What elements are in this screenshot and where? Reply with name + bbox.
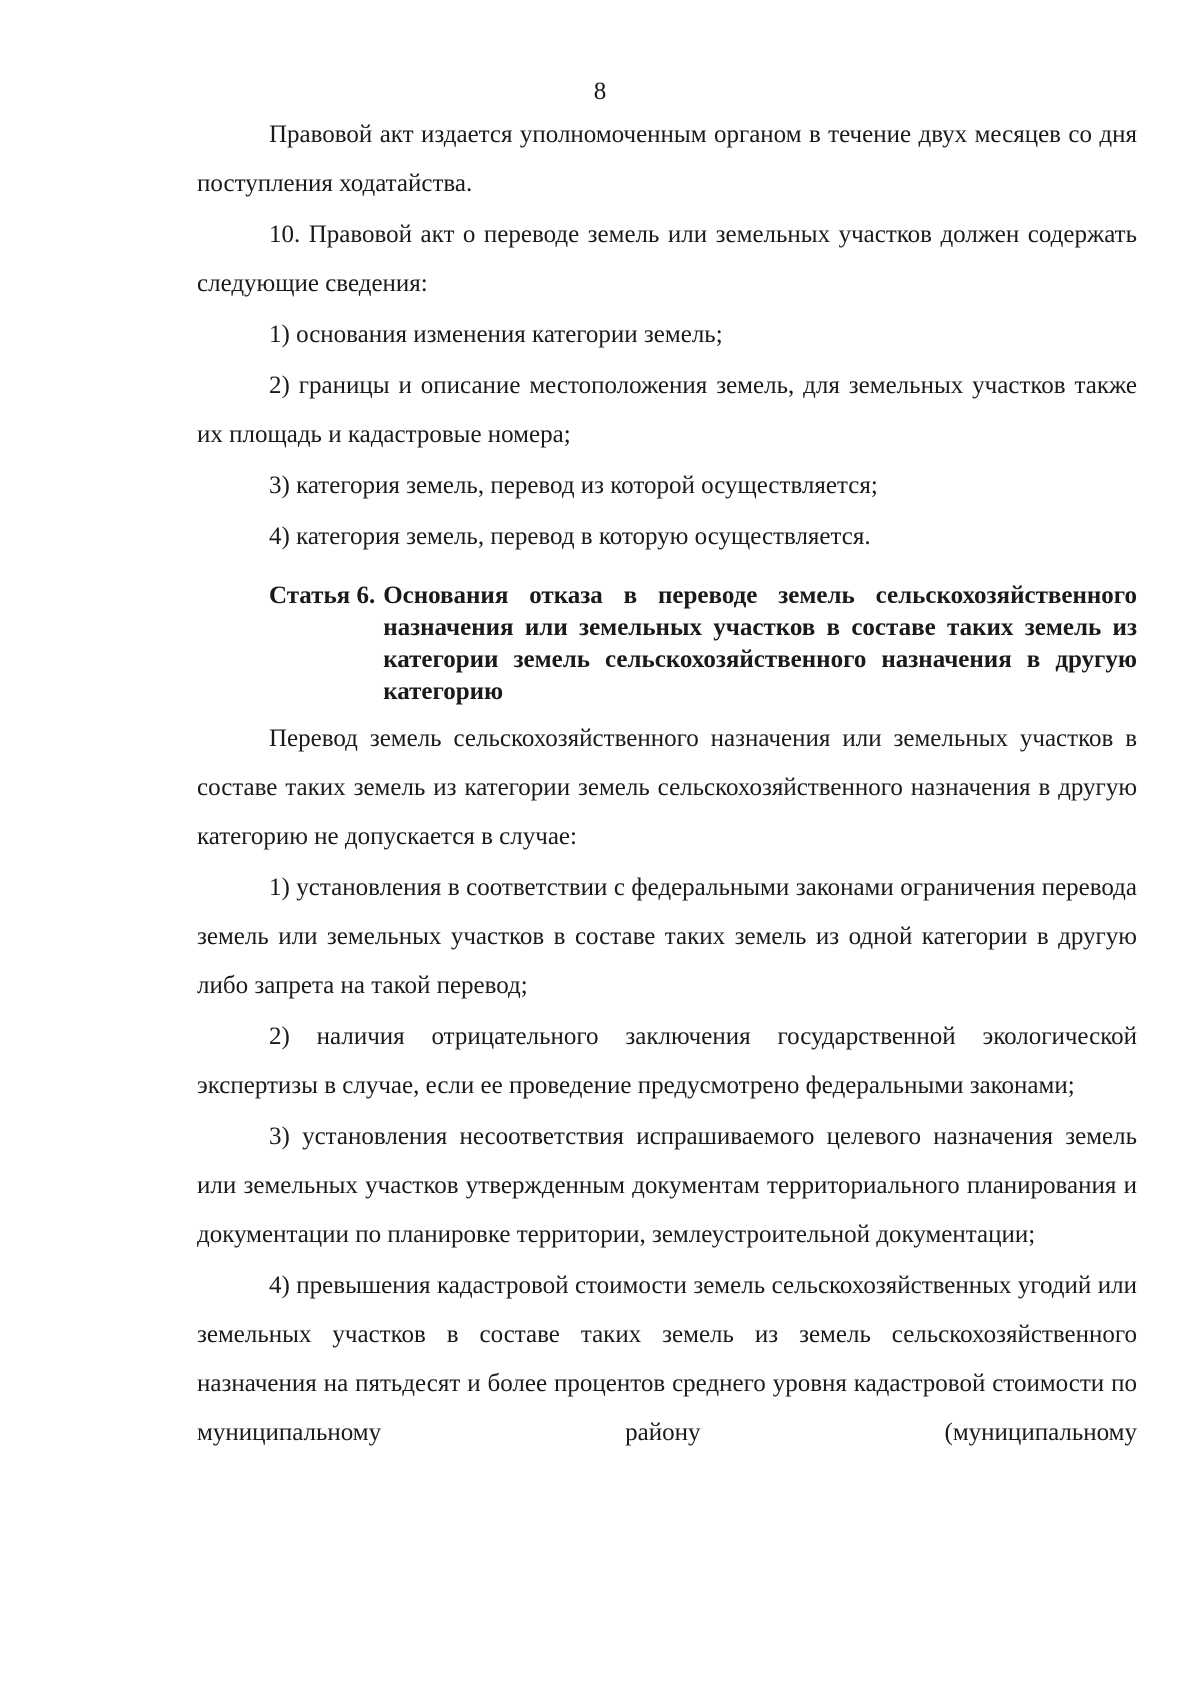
list-item: 4) категория земель, перевод в которую осуществляется. [269,523,871,550]
section-bottom [197,714,1137,1457]
list-item: 1) основания изменения категории земель; [269,321,723,348]
paragraph-act-contents: 10. Правовой акт о переводе земель или земельных участков должен содержать следующие сведения: [197,221,1137,297]
list-item: 3) категория земель, перевод из которой осуществляется; [269,472,878,499]
list-item: 4) превышения кадастровой стоимости земель сельскохозяйственных угодий или земельных участков в составе таких земель из земель сельскохозяйственного назначения на пятьдесят и более процентов среднего уровня кадастровой стоимости по муниципальному району (муниципальному [197,1272,1137,1446]
paragraph-act-issuance: Правовой акт издается уполномоченным органом в течение двух месяцев со дня поступления ходатайства. [197,121,1137,197]
article-label: Статья 6. [269,582,376,609]
page-number: 8 [593,78,607,105]
list-item: 1) установления в соответствии с федеральными законами ограничения перевода земель или земельных участков в составе таких земель из одной категории в другую либо запрета на такой перевод; [197,874,1137,999]
article-title: Основания отказа в переводе земель сельскохозяйственного назначения или земельных участков в составе таких земель из категории земель сельскохозяйственного назначения в другую категорию [383,582,1137,705]
list-item: 2) наличия отрицательного заключения государственной экологической экспертизы в случае, если ее проведение предусмотрено федеральными законами; [197,1023,1137,1099]
section-top [197,110,1137,561]
article-heading [269,580,1137,708]
paragraph-refusal-intro: Перевод земель сельскохозяйственного назначения или земельных участков в составе таких земель из категории земель сельскохозяйственного назначения в другую категорию не допускается в случае: [197,725,1137,850]
list-item: 2) границы и описание местоположения земель, для земельных участков также их площадь и кадастровые номера; [197,372,1137,448]
list-item: 3) установления несоответствия испрашиваемого целевого назначения земель или земельных участков утвержденным документам территориального планирования и документации по планировке территории, землеустроительной документации; [197,1123,1137,1248]
